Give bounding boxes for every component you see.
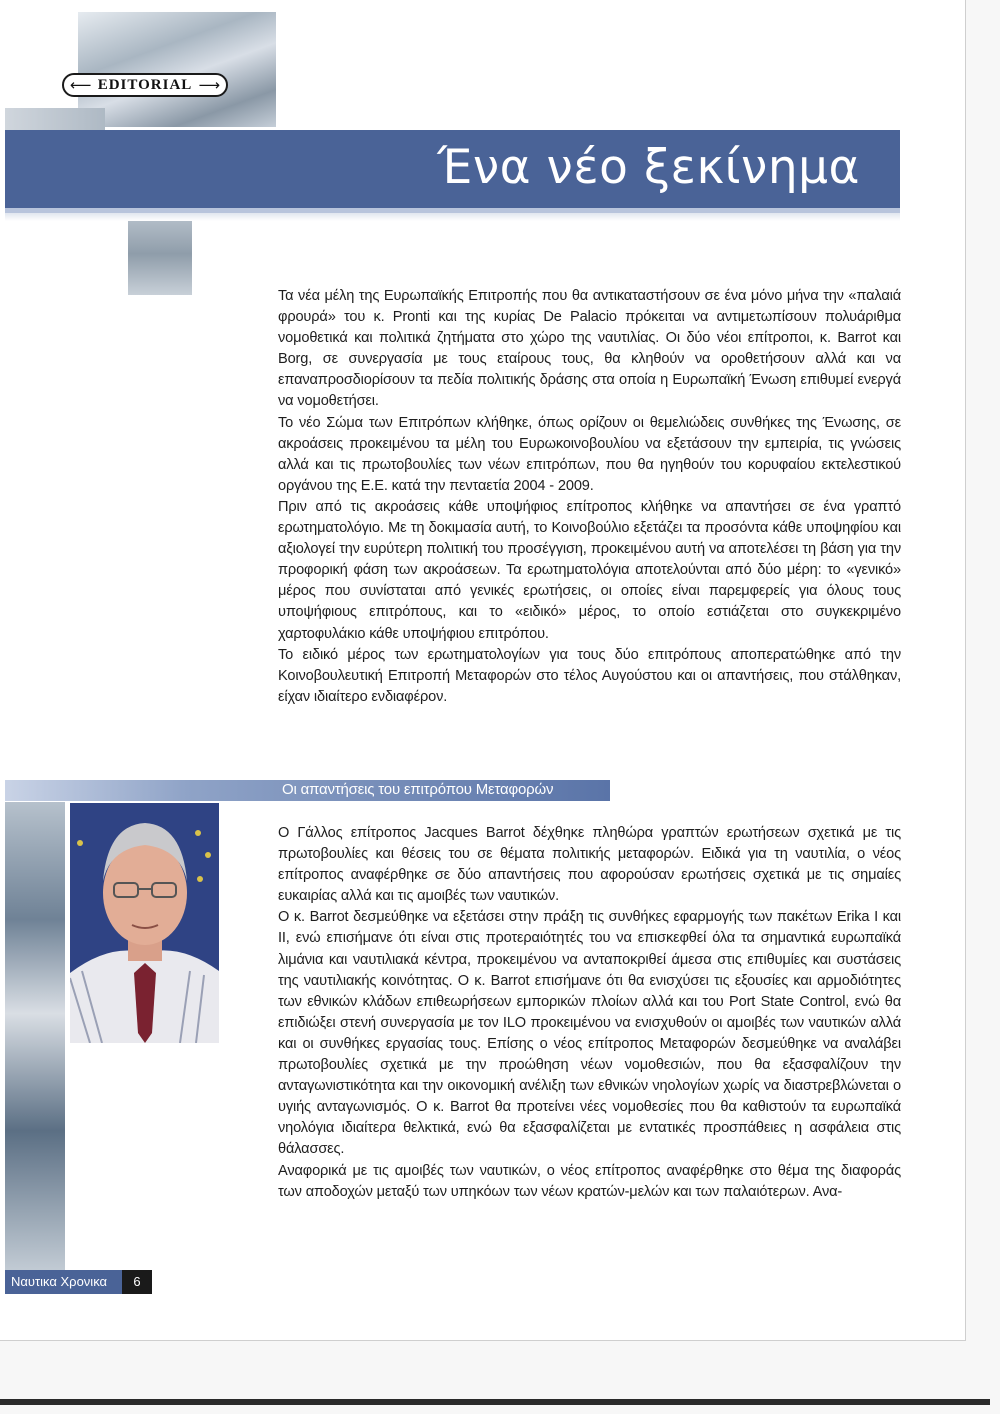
page-footer: [5, 1270, 152, 1294]
portrait-illustration: [70, 803, 219, 1043]
right-arrow-icon: ⟶: [198, 75, 220, 94]
paragraph: Ο κ. Barrot δεσμεύθηκε να εξετάσει στην πράξη τις συνθήκες εφαρμογής των πακέτων Erika I και II, ενώ επισήμανε ότι είναι στις προτεραιότητές του να επισκεφθεί όλα τα σημαντικά ευρωπαϊκά λιμάνια και ναυτιλιακά κέντρα, προκειμένου να ανταποκριθεί άμεσα στις επιθυμίες και συστάσεις της ναυτιλιακής κοινότητας. Ο κ. Barrot επισήμανε ότι θα ενισχύσει τις εξουσίες και αρμοδιότητες των εθνικών κλάδων επιθεωρήσεων εμπορικών πλοίων αλλά και του Port State Control, ενώ θα επιδιώξει στενή συνεργασία με τον ILO προκειμένου να ενισχυθούν οι αμοιβές των ναυτικών αλλά και οι συνθήκες εργασίας τους. Επίσης ο νέος επίτροπος Μεταφορών δεσμεύθηκε να αναλάβει πρωτοβουλίες σχετικά με την προώθηση νέων νομοθεσιών, που θα εξασφαλίζουν την ανταγωνιστικότητα και την οικονομική ανέλιξη των εθνικών νηολογίων χωρίς να διαστρεβλώνεται ο υγιής ανταγωνισμός. Ο κ. Barrot θα προτείνει νέες νομοθεσίες που θα καθιστούν τα ευρωπαϊκά νηολόγια ιδιαίτερα θελκτικά, ενώ θα εξασφαλίζεται με εντατικές προσπάθειες η ασφάλεια στις θάλασσες.: [278, 909, 901, 1158]
section-tag-label: EDITORIAL: [97, 76, 193, 93]
publication-name: Ναυτικα Χρονικα: [5, 1270, 122, 1294]
left-arrow-icon: ⟵: [70, 75, 92, 94]
sky-photo-top: [78, 12, 276, 127]
bottom-rule: [0, 1399, 990, 1405]
section-text: [278, 823, 901, 1203]
paragraph: Πριν από τις ακροάσεις κάθε υποψήφιος επίτροπος κλήθηκε να απαντήσει σε ένα γραπτό ερωτηματολόγιο. Με τη δοκιμασία αυτή, το Κοινοβούλιο εξετάζει τα προσόντα κάθε υποψηφίου και αξιολογεί την ευρύτερη πολιτική του προσέγγιση, προκειμένου αυτή να αποτελέσει τη βάση για την προφορική φάση των ακροάσεων. Τα ερωτηματολόγια αποτελούνται από δύο μέρη: το «γενικό» μέρος που συνίσταται από γενικές ερωτήσεις, οι οποίες είναι παρεμφερείς για όλους τους υποψήφιους επιτρόπους, και το «ειδικό» μέρος, το οποίο εστιάζεται στο συγκεκριμένο χαρτοφυλάκιο κάθε υποψήφιου επιτρόπου.: [278, 498, 901, 642]
intro-text: [278, 286, 901, 708]
page-title: Ένα νέο ξεκίνημα: [437, 140, 860, 195]
paragraph: Τα νέα μέλη της Ευρωπαϊκής Επιτροπής που θα αντικαταστήσουν σε ένα μόνο μήνα την «παλαιά φρουρά» του κ. Pronti και της κυρίας De Palacio πρόκειται να αντιμετωπίσουν πολυάριθμα νομοθετικά και πολιτικά ζητήματα στο χώρο της ναυτιλίας. Οι δύο νέοι επίτροποι, κ. Barrot και Borg, σε συνεργασία με τους εταίρους τους, θα κληθούν να οροθετήσουν αλλά και να επαναπροσδιορίσουν τα πεδία πολιτικής δράσης στα οποία η Ευρωπαϊκή Ένωση επιθυμεί ενεργά να νομοθετήσει.: [278, 288, 901, 410]
paragraph: Το νέο Σώμα των Επιτρόπων κλήθηκε, όπως ορίζουν οι θεμελιώδεις συνθήκες της Ένωσης, σε ακροάσεις προκειμένου τα μέλη του Ευρωκοινοβουλίου να εξετάσουν την εμπειρία, τις γνώσεις αλλά και τις πρωτοβουλίες των νέων επιτρόπων, που θα ηγηθούν του κορυφαίου εκτελεστικού οργάνου της Ε.Ε. κατά την πενταετία 2004 - 2009.: [278, 414, 901, 494]
paragraph: Το ειδικό μέρος των ερωτηματολογίων για τους δύο επιτρόπους αποπερατώθηκε από την Κοινοβουλευτική Επιτροπή Μεταφορών στο τέλος Αυγούστου και οι απαντήσεις, που στάλθηκαν, είχαν ιδιαίτερο ενδιαφέρον.: [278, 646, 901, 705]
sky-photo-lower: [128, 213, 192, 295]
page-number: 6: [122, 1270, 152, 1294]
editorial-tag: [62, 73, 228, 97]
portrait-photo: [70, 803, 219, 1043]
banner-shadow: [5, 213, 900, 221]
section-heading: Οι απαντήσεις του επιτρόπου Μεταφορών: [282, 781, 554, 798]
paragraph: Ο Γάλλος επίτροπος Jacques Barrot δέχθηκε πληθώρα γραπτών ερωτήσεων σχετικά με τις πρωτοβουλίες και θέσεις του σε θέματα πολιτικής μεταφορών. Ειδικά για τη ναυτιλία, ο νέος επίτροπος αναφέρθηκε σε δύο απαντήσεις που αφορούσαν ερωτήσεις σχετικά με τις σημαίες ευκαιρίας αλλά και τις αμοιβές των ναυτικών.: [278, 825, 901, 905]
sea-photo-strip: [5, 802, 65, 1272]
sky-photo-strip: [5, 108, 105, 130]
title-banner: [5, 130, 900, 213]
paragraph: Αναφορικά με τις αμοιβές των ναυτικών, ο νέος επίτροπος αναφέρθηκε στο θέμα της διαφοράς των αποδοχών μεταξύ των υπηκόων των νέων κρατών-μελών και των παλαιότερων. Ανα-: [278, 1162, 901, 1200]
